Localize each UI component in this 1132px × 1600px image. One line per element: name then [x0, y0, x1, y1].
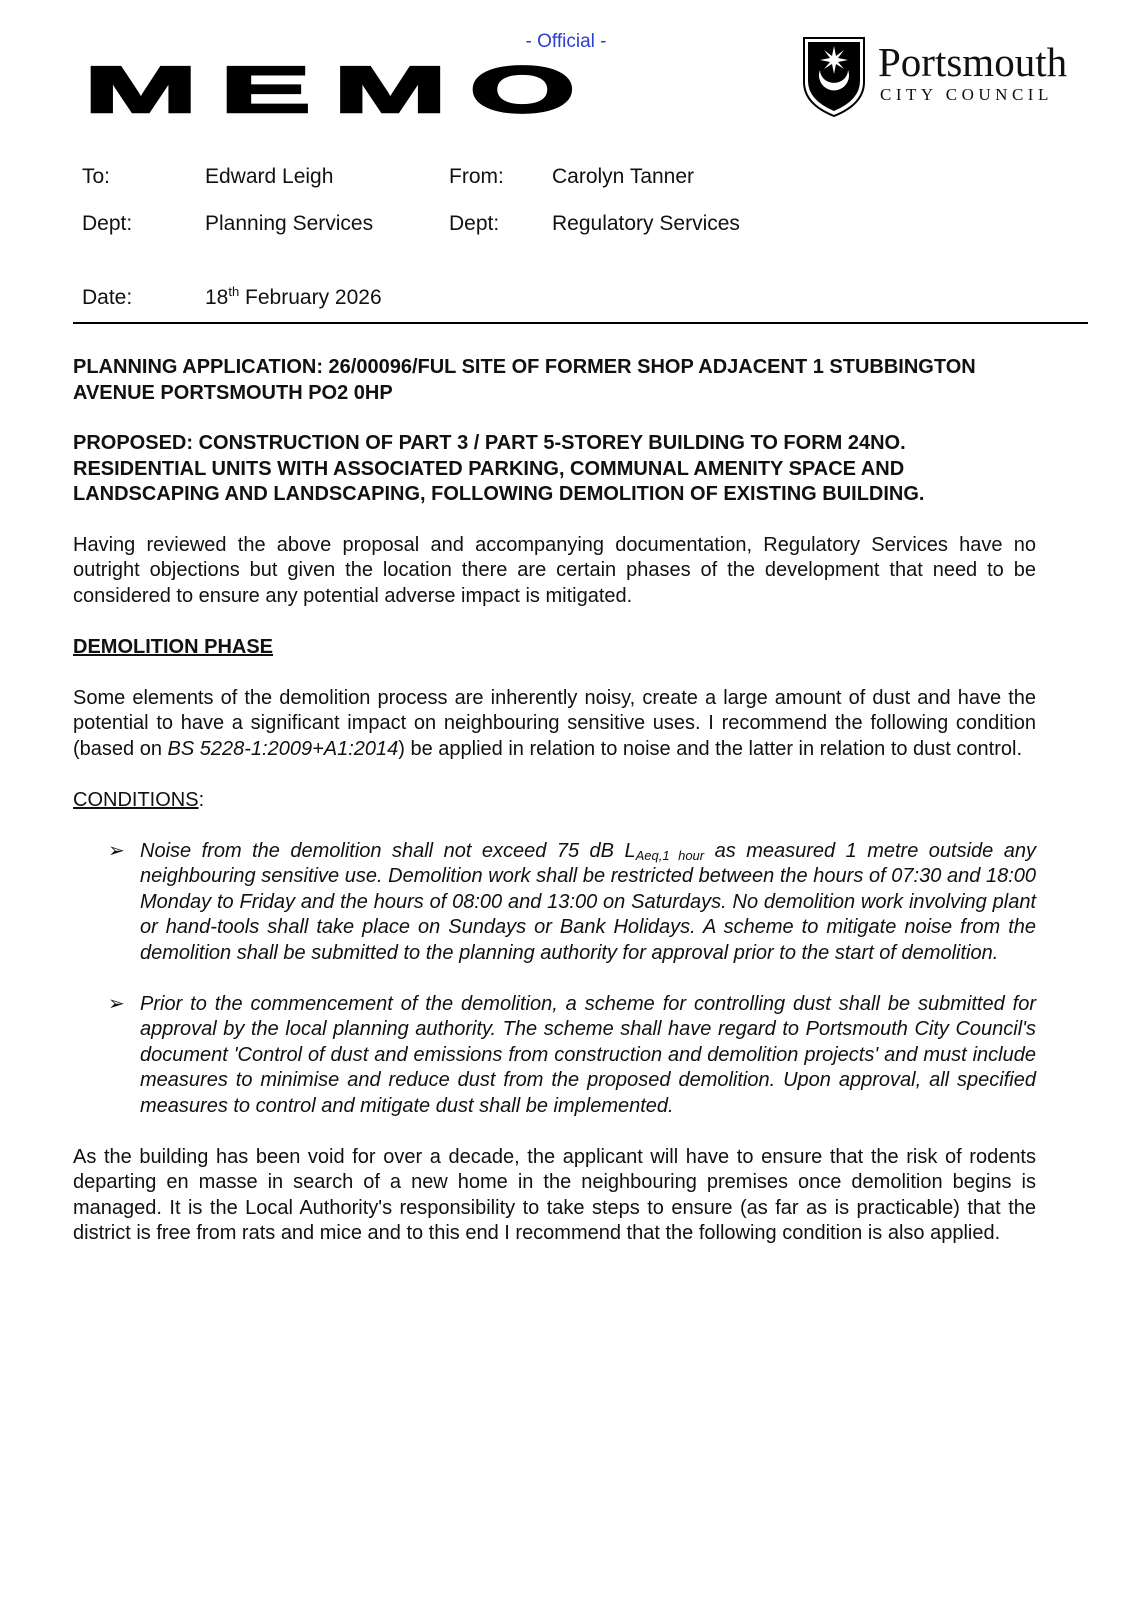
date-suffix: th: [228, 284, 240, 299]
arrow-bullet-icon: ➢: [108, 839, 125, 862]
classification-label: - Official -: [525, 31, 607, 52]
condition-noise-text-end: as measured 1 metre outside any neighbouring sensitive use. Demolition work shall be restricted between the hours of 07:30 and 18:00 Monday to Friday and the hours of 08:00 and 13:00 on Saturdays. No demolition work involving plant or hand-tools shall take place on Sundays or Bank Holidays. A scheme to mitigate noise from the demolition shall be submitted to the planning authority for approval prior to the start of demolition.: [140, 839, 1036, 964]
memo-title: MEMO: [84, 52, 599, 127]
intro-paragraph: Having reviewed the above proposal and accompanying documentation, Regulatory Services have no outright objections but given the location there are certain phases of the development that need to be considered to ensure any potential adverse impact is mitigated.: [73, 533, 1036, 607]
from-value: Carolyn Tanner: [552, 165, 695, 188]
logo-subtitle: CITY COUNCIL: [880, 85, 1053, 104]
from-dept-value: Regulatory Services: [552, 212, 740, 235]
condition-noise: [108, 839, 1036, 967]
demolition-paragraph: [73, 686, 1036, 763]
closing-paragraph: As the building has been void for over a decade, the applicant will have to ensure that the risk of rodents departing en masse in search of a new home in the neighbouring premises once demolition begins is managed. It is the Local Authority's responsibility to take steps to ensure (as far as is practicable) that the district is free from rats and mice and to this end I recommend that the following condition is also applied.: [73, 1145, 1036, 1244]
laeq-subscript: Aeq,1 hour: [635, 847, 705, 863]
date-value: [205, 286, 382, 310]
condition-dust: [108, 992, 1036, 1120]
demolition-text-end: ) be applied in relation to noise and the latter in relation to dust control.: [398, 737, 1023, 760]
british-standard-ref: BS 5228-1:2009+A1:2014: [167, 737, 399, 760]
to-dept-label: Dept:: [82, 212, 133, 235]
application-title: PLANNING APPLICATION: 26/00096/FUL SITE OF FORMER SHOP ADJACENT 1 STUBBINGTON AVENUE PORTSMOUTH PO2 0HP: [73, 356, 976, 404]
from-dept-label: Dept:: [449, 212, 500, 235]
condition-dust-text: Prior to the commencement of the demolition, a scheme for controlling dust shall be submitted for approval by the local planning authority. The scheme shall have regard to Portsmouth City Council's document 'Control of dust and emissions from construction and demolition projects' and must include measures to minimise and reduce dust from the proposed demolition. Upon approval, all specified measures to control and mitigate dust shall be implemented.: [140, 992, 1036, 1117]
to-label: To:: [82, 165, 111, 188]
shield-crest-icon: [802, 36, 866, 118]
memo-body: [73, 355, 1036, 1272]
to-value: Edward Leigh: [205, 165, 334, 188]
conditions-heading-text: CONDITIONS: [73, 788, 199, 811]
logo-name: Portsmouth: [878, 39, 1068, 85]
section-heading: DEMOLITION PHASE: [73, 635, 274, 658]
to-dept-value: Planning Services: [205, 212, 374, 235]
demolition-text: Some elements of the demolition process are inherently noisy, create a large amount of dust and have the potential to have a significant impact on neighbouring sensitive uses. I recommend the following condition (based on: [73, 686, 1036, 760]
conditions-heading: [73, 788, 1036, 814]
from-label: From:: [449, 165, 504, 188]
council-logo: [802, 36, 1092, 120]
date-label: Date:: [82, 286, 133, 309]
date-month-year: February 2026: [239, 286, 382, 309]
proposal-title: PROPOSED: CONSTRUCTION OF PART 3 / PART 5-STOREY BUILDING TO FORM 24NO. RESIDENTIAL UNITS WITH ASSOCIATED PARKING, COMMUNAL AMENITY SPACE AND LANDSCAPING AND LANDSCAPING, FOLLOWING DEMOLITION OF EXISTING BUILDING.: [73, 432, 925, 505]
condition-noise-text: Noise from the demolition shall not exceed 75 dB L: [140, 839, 636, 862]
arrow-bullet-icon: ➢: [108, 992, 125, 1015]
date-day: 18: [205, 286, 229, 309]
header-divider: [73, 322, 1088, 324]
conditions-colon: :: [198, 788, 205, 811]
